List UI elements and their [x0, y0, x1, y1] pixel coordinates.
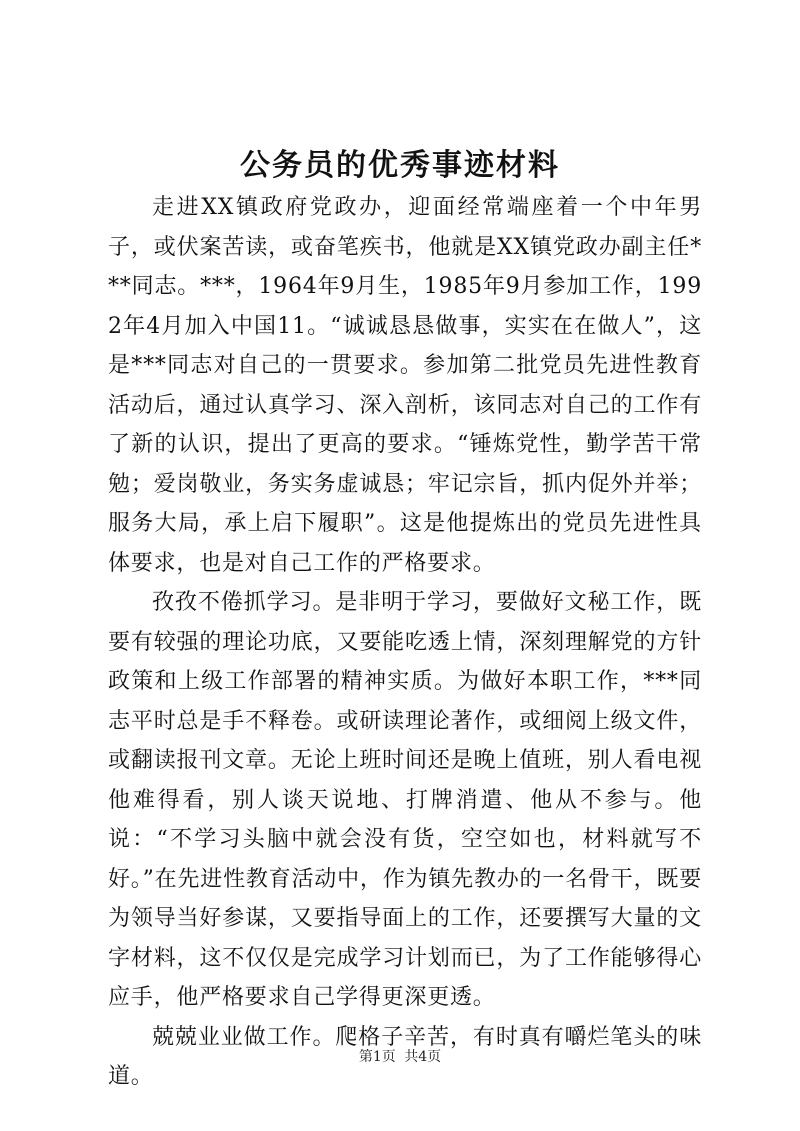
page-total: 共4页	[404, 1049, 442, 1065]
page-number: 第1页	[358, 1049, 396, 1065]
document-body	[108, 188, 702, 1097]
page-footer	[0, 1046, 800, 1066]
paragraph-work: 兢兢业业做工作。爬格子辛苦，有时真有嚼烂笔头的味道。	[108, 1024, 702, 1089]
document-title: 公务员的优秀事迹材料	[240, 148, 560, 183]
paragraph-study: 孜孜不倦抓学习。是非明于学习，要做好文秘工作，既要有较强的理论功底，又要能吃透上情，深刻理解党的方针政策和上级工作部署的精神实质。为做好本职工作，***同志平时总是手不释卷。或研读理论著作，或细阅上级文件，或翻读报刊文章。无论上班时间还是晚上值班，别人看电视他难得看，别人谈天说地、打牌消遣、他从不参与。他说：“不学习头脑中就会没有货，空空如也，材料就写不好。”在先进性教育活动中，作为镇先教办的一名骨干，既要为领导当好参谋，又要指导面上的工作，还要撰写大量的文字材料，这不仅仅是完成学习计划而已，为了工作能够得心应手，他严格要求自己学得更深更透。	[108, 590, 702, 1010]
paragraph-intro: 走进XX镇政府党政办，迎面经常端座着一个中年男子，或伏案苦读，或奋笔疾书，他就是XX镇党政办副主任***同志。***，1964年9月生，1985年9月参加工作，1992年4月加入中国11。“诚诚恳恳做事，实实在在做人”，这是***同志对自己的一贯要求。参加第二批党员先进性教育活动后，通过认真学习、深入剖析，该同志对自己的工作有了新的认识，提出了更高的要求。“锤炼党性，勤学苦干常勉；爱岗敬业，务实务虚诚恳；牢记宗旨，抓内促外并举；服务大局，承上启下履职”。这是他提炼出的党员先进性具体要求，也是对自己工作的严格要求。	[108, 195, 702, 576]
